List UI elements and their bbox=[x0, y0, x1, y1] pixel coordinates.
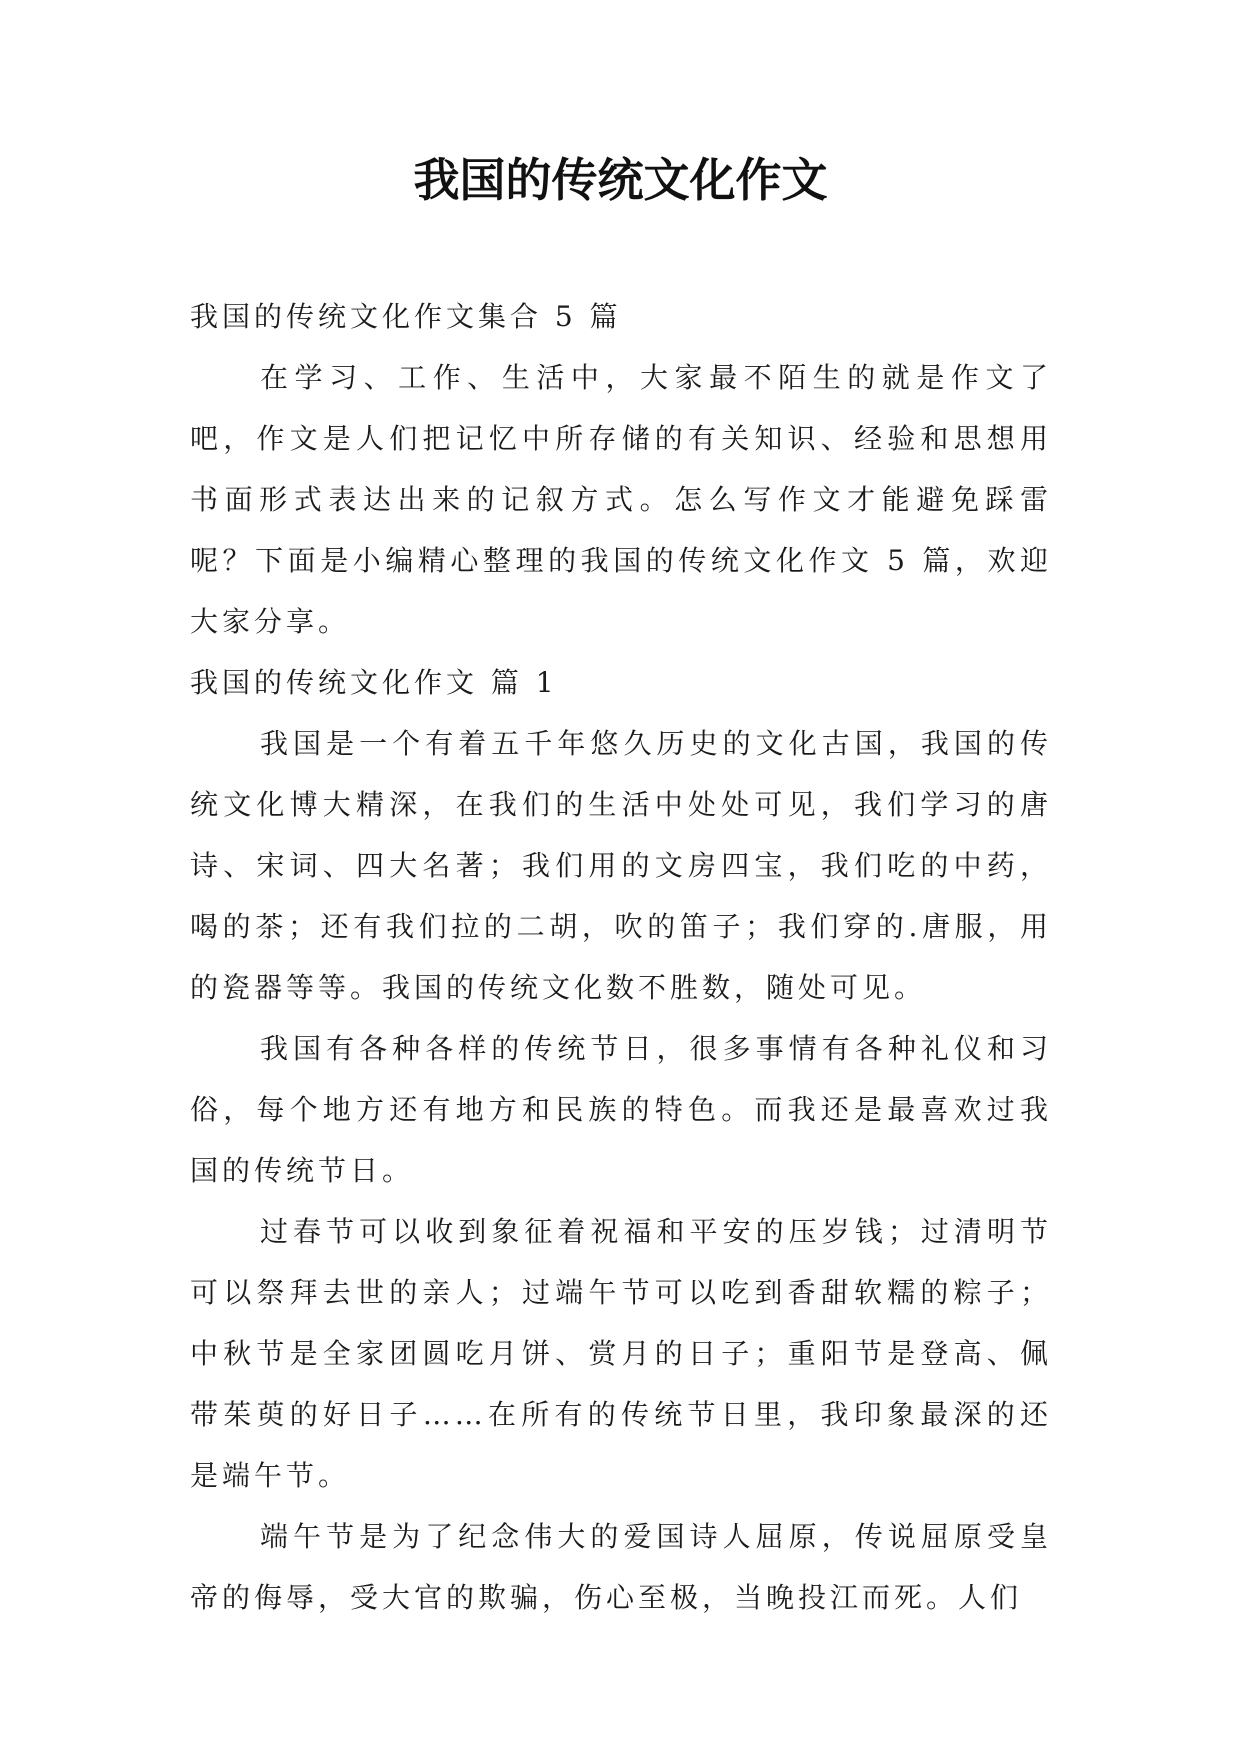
essay-paragraph: 端午节是为了纪念伟大的爱国诗人屈原，传说屈原受皇帝的侮辱，受大官的欺骗，伤心至极，当晚投江而死。人们 bbox=[190, 1520, 1052, 1614]
document-title: 我国的传统文化作文 bbox=[413, 153, 828, 207]
intro-paragraph: 在学习、工作、生活中，大家最不陌生的就是作文了吧，作文是人们把记忆中所存储的有关知识、经验和思想用书面形式表达出来的记叙方式。怎么写作文才能避免踩雷呢？下面是小编精心整理的我国的传统文化作文 5 篇，欢迎大家分享。 bbox=[190, 361, 1052, 638]
essay-paragraph: 我国有各种各样的传统节日，很多事情有各种礼仪和习俗，每个地方还有地方和民族的特色。而我还是最喜欢过我国的传统节日。 bbox=[190, 1032, 1052, 1187]
essay-paragraph: 过春节可以收到象征着祝福和平安的压岁钱；过清明节可以祭拜去世的亲人；过端午节可以吃到香甜软糯的粽子；中秋节是全家团圆吃月饼、赏月的日子；重阳节是登高、佩带茱萸的好日子……在所有的传统节日里，我印象最深的还是端午节。 bbox=[190, 1215, 1052, 1492]
document-body bbox=[190, 286, 1052, 1628]
essay-1-heading: 我国的传统文化作文 篇 1 bbox=[190, 666, 558, 699]
collection-heading: 我国的传统文化作文集合 5 篇 bbox=[190, 300, 622, 333]
essay-paragraph: 我国是一个有着五千年悠久历史的文化古国，我国的传统文化博大精深，在我们的生活中处处可见，我们学习的唐诗、宋词、四大名著；我们用的文房四宝，我们吃的中药，喝的茶；还有我们拉的二胡，吹的笛子；我们穿的.唐服，用的瓷器等等。我国的传统文化数不胜数，随处可见。 bbox=[190, 727, 1052, 1004]
